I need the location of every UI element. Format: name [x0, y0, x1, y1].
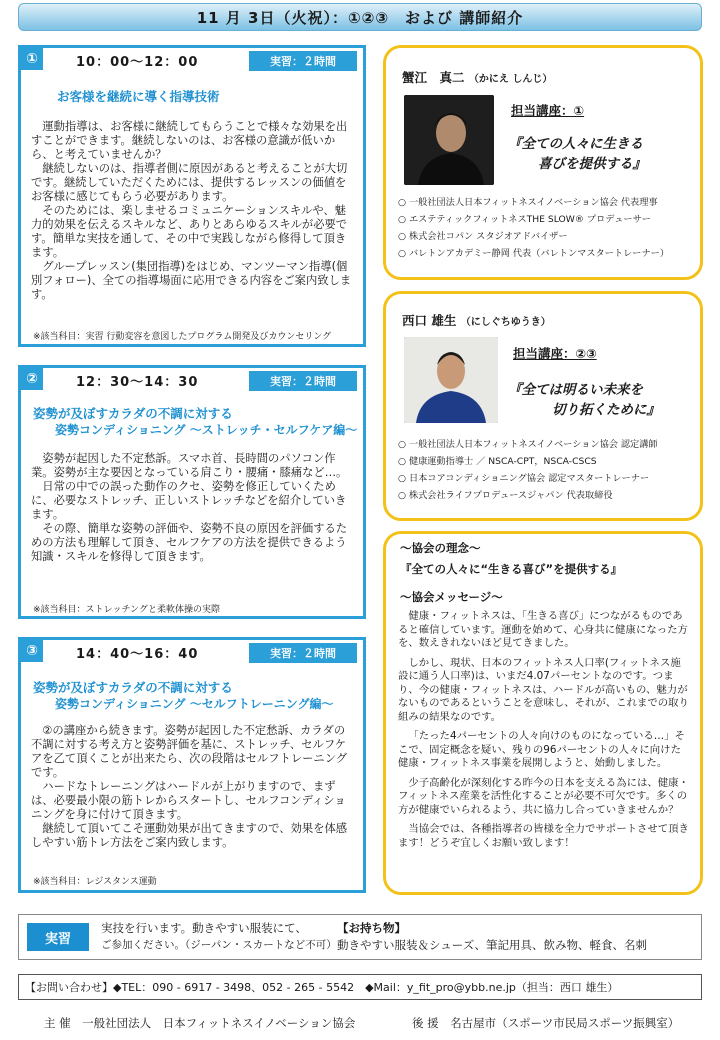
session-3-box — [18, 637, 366, 893]
association-philosophy-box — [383, 531, 703, 895]
instructor-name-kana: （にしぐちゆうき） — [460, 317, 551, 328]
practice-note-2: ご参加ください。（ジーパン・スカートなど不可） — [101, 939, 337, 951]
career-item: ○ エステティックフィットネスTHE SLOW® プロデューサー — [398, 211, 669, 228]
session-subtitle: 姿勢が及ぼすカラダの不調に対する — [33, 406, 233, 421]
session-subtitle: 姿勢コンディショニング ～ストレッチ・セルフケア編～ — [55, 423, 358, 437]
session-duration-badge: 実習：２時間 — [249, 51, 357, 71]
session-body — [31, 452, 355, 564]
session-duration-badge: 実習：２時間 — [249, 643, 357, 663]
practice-note-1: 実技を行います。動きやすい服装にて、 — [101, 921, 307, 935]
session-body — [31, 724, 355, 850]
session-note: ※該当科目：レジスタンス運動 — [33, 877, 157, 887]
session-number: ③ — [21, 640, 43, 662]
catch-line: 喜びを提供する』 — [538, 156, 646, 172]
session-time: 10：00～12：00 — [76, 55, 199, 70]
paragraph: 「たった4パーセントの人々向けのものになっている…」そこで、固定概念を疑い、残りの96パーセントの人々に向けた健康・フィットネス事業を展開しようと、始動しました。 — [398, 730, 685, 769]
session-duration-badge: 実習：２時間 — [249, 371, 357, 391]
instructor-photo — [404, 95, 494, 185]
paragraph: 運動指導は、お客様に継続してもらうことで様々な効果を出すことができます。継続しないのは、お客様の意識が低いから、と考えていませんか？ — [31, 120, 348, 161]
course-assignment: 担当講座：① — [511, 103, 585, 118]
paragraph: 日常の中での誤った動作のクセ、姿勢を修正していくために、必要なストレッチ、正しいストレッチなどを紹介していきます。 — [31, 480, 347, 521]
paragraph: グループレッスン(集団指導)をはじめ、マンツーマン指導(個別フォロー)、全ての指導場面に応用できる内容をご案内致します。 — [31, 260, 352, 301]
paragraph: ②の講座から続きます。姿勢が起因した不定愁訴、カラダの不調に対する考え方と姿勢評価を基に、ストレッチ、セルフケアを乙て頂くことが出来たら、次の段階はセルフトレーニングです。 — [31, 724, 348, 779]
paragraph: 少子高齢化が深刻化する昨今の日本を支える為には、健康・フィットネス産業を活性化することが必要不可欠です。多くの方が健康でいられるよう、共に協力し合っていきませんか？ — [398, 776, 689, 816]
career-item: ○ 株式会社コパン スタジオアドバイザー — [398, 228, 669, 245]
association-message — [398, 610, 690, 856]
paragraph: 当協会では、各種指導者の皆様を全力でサポートさせて頂きます！どうぞ宜しくお願い致します！ — [398, 823, 689, 849]
catch-line: 『全ては明るい未来を — [508, 382, 643, 398]
session-number: ① — [21, 48, 43, 70]
catch-line: 切り拓くために』 — [552, 402, 660, 418]
supporting-organization: 後 援 名古屋市（スポーツ市民局スポーツ振興室） — [412, 1016, 680, 1030]
instructor-card-kanie — [383, 45, 703, 280]
paragraph: 健康・フィットネスは、「生きる喜び」につながるものであると確信しています。運動を始めて、心身共に健康になった方を、数えきれないほど見てきました。 — [398, 610, 688, 649]
belongings-label: 【お持ち物】 — [337, 921, 406, 935]
instructor-catchphrase — [508, 134, 698, 174]
instructor-catchphrase — [508, 380, 698, 420]
session-time: 12：30～14：30 — [76, 375, 199, 390]
career-item: ○ 一般社団法人日本フィットネスイノベーション協会 代表理事 — [398, 194, 669, 211]
session-1-box — [18, 45, 366, 347]
career-item: ○ 株式会社ライフプロデュースジャパン 代表取締役 — [398, 487, 658, 504]
session-2-box — [18, 365, 366, 619]
catch-line: 『全ての人々に生きる — [508, 136, 643, 152]
instructor-career-list — [398, 194, 669, 262]
message-heading: ～協会メッセージ～ — [400, 590, 503, 604]
session-note: ※該当科目：実習 行動変容を意図したプログラム開発及びカウンセリング — [33, 332, 332, 342]
instructor-card-nishiguchi — [383, 291, 703, 521]
instructor-photo — [404, 337, 498, 423]
contact-info: 【お問い合わせ】◆TEL：090 - 6917 - 3498、052 - 265 - 5542 ◆Mail：y_fit_pro@ybb.ne.jp（担当：西口 雄生） — [18, 974, 702, 1000]
paragraph: 継続して頂いてこそ運動効果が出てきますので、効果を体感しやすい筋トレ方法をご案内致します。 — [31, 822, 348, 849]
session-subtitle: 姿勢コンディショニング ～セルフトレーニング編～ — [55, 697, 334, 711]
page-title-banner: 11 月 3日（火祝）：①②③ および 講師紹介 — [18, 3, 702, 31]
practice-info-box — [18, 914, 702, 960]
paragraph: その際、簡単な姿勢の評価や、姿勢不良の原因を評価するための方法も理解して頂き、セルフケアの方法を提供できるよう知識・スキルを修得して頂きます。 — [31, 522, 348, 563]
instructor-name-kana: （かにえ しんじ） — [468, 74, 553, 85]
paragraph: ハードなトレーニングはハードルが上がりますので、まずは、必要最小限の筋トレからスタートし、セルフコンディショニングを身に付けて頂きます。 — [31, 780, 346, 821]
paragraph: しかし、現状、日本のフィットネス人口率(フィットネス施設に通う人口率)は、いまだ4.07パーセントなのです。つまり、今の健康・フィットネスは、ハードルが高いもの、魅力がないものであるということを意味し、それが、これまでの取り組みの結果なのです。 — [398, 656, 689, 723]
paragraph: そのためには、楽しませるコミュニケーションスキルや、魅力的効果を伝えるスキルなど、ありとあらゆるスキルが必要です。簡単な実技を通して、その中で実践しながら修得して頂きます。 — [31, 204, 348, 259]
instructor-career-list — [398, 436, 658, 504]
session-number: ② — [21, 368, 43, 390]
session-note: ※該当科目：ストレッチングと柔軟体操の実際 — [33, 605, 221, 615]
instructor-name-text: 蟹江 真二 — [402, 70, 465, 85]
paragraph: 継続しないのは、指導者側に原因があると考えることが大切です。継続していただくためには、提供するレッスンの価値をお客様に感じてもらう必要があります。 — [31, 162, 348, 203]
session-subtitle: お客様を継続に導く指導技術 — [57, 89, 220, 104]
philosophy-heading: ～協会の理念～ — [400, 541, 481, 555]
host-organization: 主 催 一般社団法人 日本フィットネスイノベーション協会 — [44, 1016, 356, 1030]
session-time: 14：40～16：40 — [76, 647, 199, 662]
philosophy-statement: 『全ての人々に“生きる喜び”を提供する』 — [400, 562, 623, 576]
belongings-list: 動きやすい服装＆シューズ、筆記用具、飲み物、軽食、名刺 — [337, 938, 648, 952]
session-subtitle: 姿勢が及ぼすカラダの不調に対する — [33, 680, 233, 695]
course-assignment: 担当講座：②③ — [513, 346, 597, 361]
practice-label: 実習 — [27, 923, 89, 951]
paragraph: 姿勢が起因した不定愁訴。スマホ首、長時間のパソコン作業。姿勢が主な要因となっている肩こり・腰痛・膝痛など…。 — [31, 452, 348, 479]
career-item: ○ バレトンアカデミー静岡 代表（バレトンマスタートレーナー） — [398, 245, 669, 262]
career-item: ○ 一般社団法人日本フィットネスイノベーション協会 認定講師 — [398, 436, 658, 453]
instructor-name — [402, 311, 551, 329]
instructor-name-text: 西口 雄生 — [402, 313, 457, 328]
session-body — [31, 120, 355, 302]
instructor-name — [402, 68, 552, 86]
career-item: ○ 日本コアコンディショニング協会 認定マスタートレーナー — [398, 470, 658, 487]
career-item: ○ 健康運動指導士 ／ NSCA-CPT，NSCA-CSCS — [398, 453, 658, 470]
